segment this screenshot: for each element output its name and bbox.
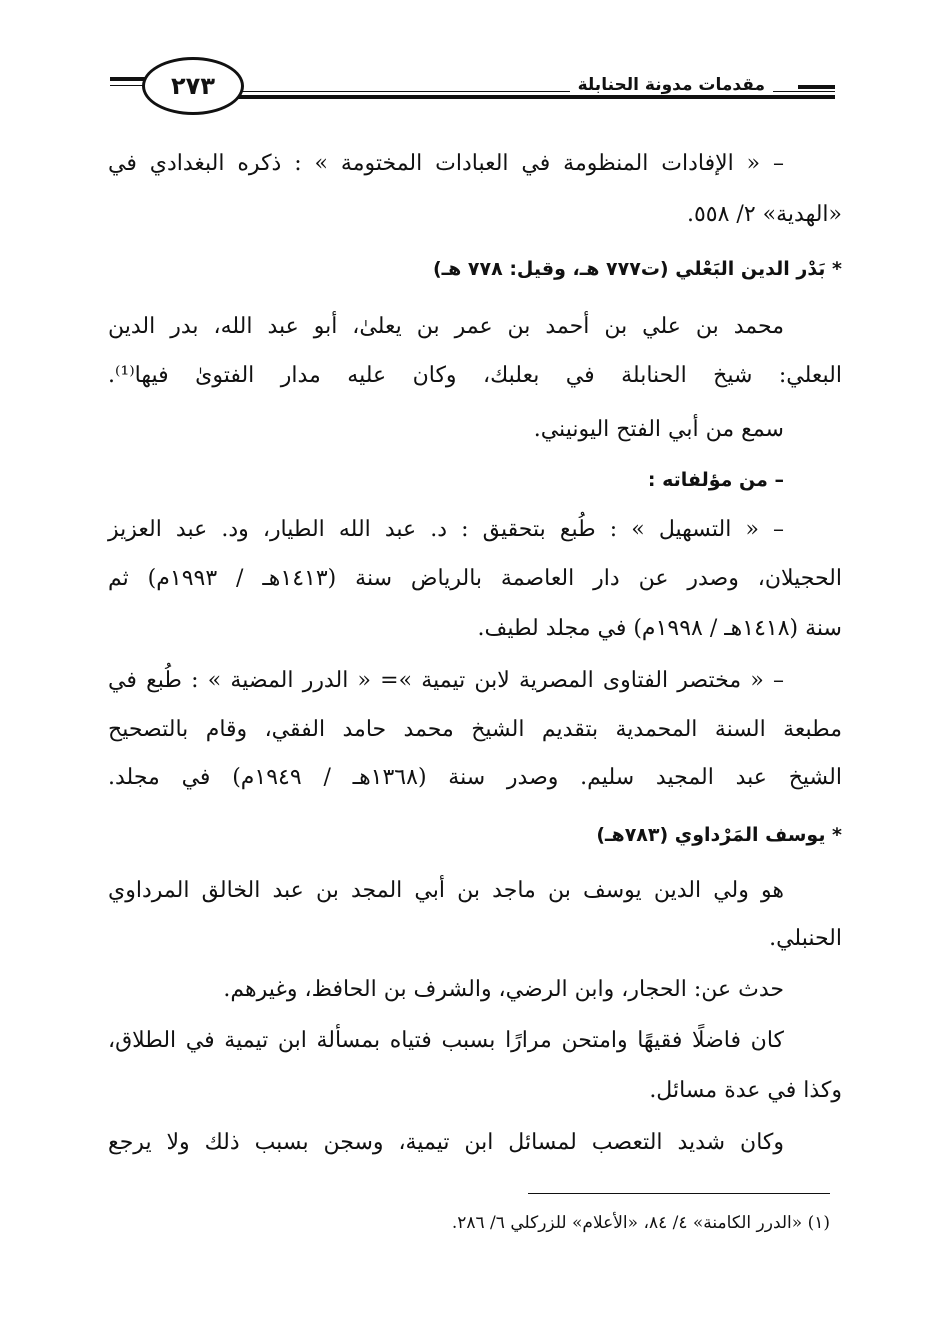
- page-header: [110, 55, 835, 115]
- text-line: – « الإفادات المنظومة في العبادات المختومة » : ذكره البغدادي في: [108, 151, 784, 176]
- text-line: الحجيلان، وصدر عن دار العاصمة بالرياض سنة (١٤١٣هـ / ١٩٩٣م) ثم: [108, 566, 842, 591]
- text-line: البعلي: شيخ الحنابلة في بعلبك، وكان عليه مدار الفتوىٰ فيها⁽¹⁾.: [108, 363, 842, 388]
- text-line: سنة (١٤١٨هـ / ١٩٩٨م) في مجلد لطيف.: [477, 616, 842, 641]
- section-heading: * يوسف المَرْداوي (٧٨٣هـ): [596, 824, 842, 846]
- text-line: الحنبلي.: [769, 926, 842, 951]
- text-line: محمد بن علي بن أحمد بن عمر بن يعلىٰ، أبو عبد الله، بدر الدين: [108, 314, 784, 339]
- text-line: حدث عن: الحجار، وابن الرضي، والشرف بن الحافظ، وغيرهم.: [223, 977, 784, 1002]
- subheading: – من مؤلفاته :: [647, 469, 784, 491]
- section-heading: * بَدْر الدين البَعْلي (ت٧٧٧ هـ، وقيل: ٧٧٨ هـ): [432, 258, 842, 280]
- text-line: الشيخ عبد المجيد سليم. وصدر سنة (١٣٦٨هـ / ١٩٤٩م) في مجلد.: [108, 765, 842, 790]
- text-line: كان فاضلًا فقيهًا وامتحن مرارًا بسبب فتياه بمسألة ابن تيمية في الطلاق،: [108, 1028, 784, 1053]
- text-line: – « مختصر الفتاوى المصرية لابن تيمية »= « الدرر المضية » : طُبع في: [108, 668, 784, 693]
- text-line: وكان شديد التعصب لمسائل ابن تيمية، وسجن بسبب ذلك ولا يرجع: [108, 1130, 784, 1155]
- header-rule-right-mark: [798, 85, 835, 89]
- footnote-rule: [528, 1193, 830, 1194]
- text-line: – « التسهيل » : طُبع بتحقيق : د. عبد الله الطيار، ود. عبد العزيز: [108, 517, 784, 542]
- text-line: وكذا في عدة مسائل.: [649, 1078, 842, 1103]
- text-line: سمع من أبي الفتح اليونيني.: [533, 417, 784, 442]
- text-line: «الهدية» ٢/ ٥٥٨.: [686, 202, 842, 227]
- text-line: مطبعة السنة المحمدية بتقديم الشيخ محمد حامد الفقي، وقام بالتصحيح: [108, 717, 842, 742]
- text-line: هو ولي الدين يوسف بن ماجد بن أبي المجد بن عبد الخالق المرداوي: [108, 878, 784, 903]
- running-title: مقدمات مدونة الحنابلة: [570, 75, 773, 95]
- footnote: (١) «الدرر الكامنة» ٤/ ٨٤، «الأعلام» للزركلي ٦/ ٢٨٦.: [451, 1213, 830, 1233]
- header-rule-thick: [210, 95, 835, 99]
- page-number: ٢٧٣: [142, 57, 244, 115]
